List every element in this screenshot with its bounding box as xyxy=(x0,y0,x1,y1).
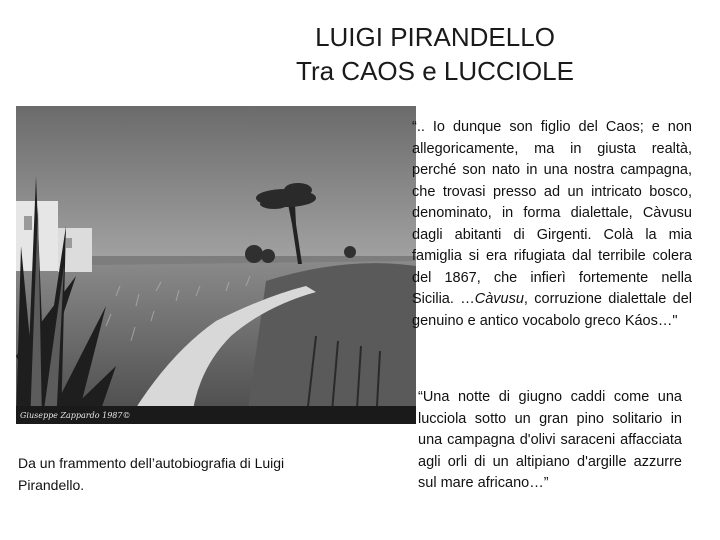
photo-caption: Da un frammento dell’autobiografia di Luigi Pirandello. xyxy=(18,455,285,493)
firefly-quote: “Una notte di giugno caddi come una lucciola sotto un gran pino solitario in una campagna d'olivi saraceni affacciata agli orli di un altipiano d'argille azzurre sul mare africano…” xyxy=(418,389,682,491)
title-line-1: LUIGI PIRANDELLO xyxy=(315,22,555,52)
quote-tail-text: , corruzione dialettale del genuino e antico vocabolo greco Káos…" xyxy=(412,291,692,329)
autobiography-quote xyxy=(412,117,692,332)
photo-credit: Giuseppe Zappardo 1987© xyxy=(20,411,131,420)
slide-title xyxy=(240,20,630,88)
landscape-photo-image xyxy=(16,106,416,424)
landscape-photo xyxy=(16,106,416,424)
quote-italic-term: Càvusu xyxy=(474,291,524,307)
quote-main-text: “.. Io dunque son figlio del Caos; e non allegoricamente, ma in giusta realtà, perché son nato in una nostra campagna, che trovasi presso ad un intricato bosco, denominato, in forma dialettale, Càvusu dagli abitanti di Girgenti. Colà la mia famiglia si era rifugiata dal terribile colera del 1867, che infierì fortemente nella Sicilia. … xyxy=(412,119,692,307)
title-line-2: Tra CAOS e LUCCIOLE xyxy=(296,56,574,86)
